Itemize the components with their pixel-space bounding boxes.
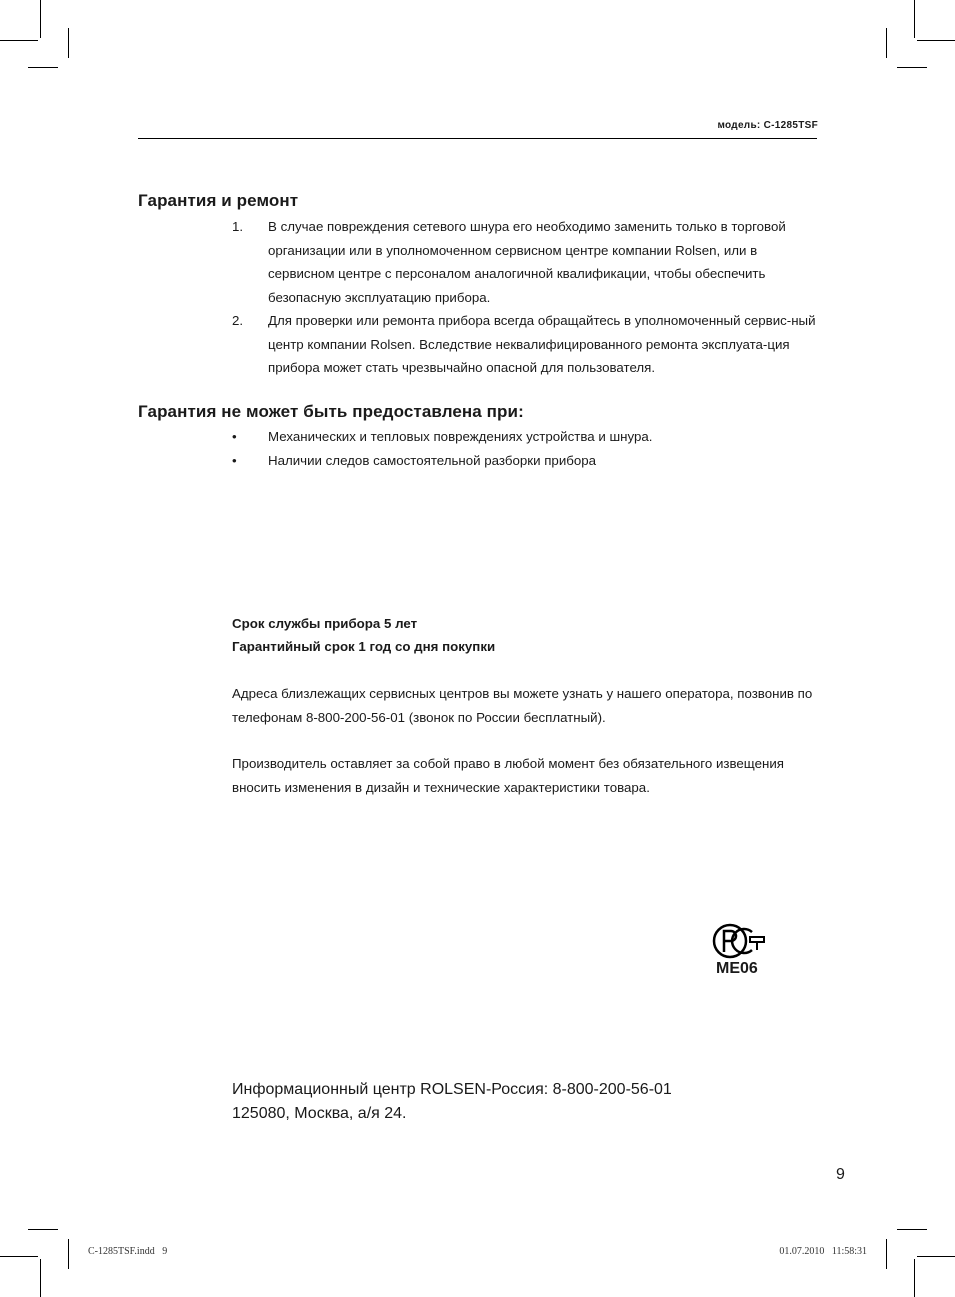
info-center-address: 125080, Москва, а/я 24. — [232, 1105, 407, 1122]
crop-mark — [914, 1259, 915, 1297]
slug-datetime: 01.07.2010 11:58:31 — [779, 1246, 867, 1257]
crop-mark — [897, 1229, 927, 1230]
list-item — [232, 425, 822, 449]
warranty-exclusions-list — [232, 425, 822, 472]
crop-mark — [914, 0, 915, 38]
list-item-text: В случае повреждения сетевого шнура его необходимо заменить только в торговой организации или в уполномоченном сервисном центре компании Rolsen, или в сервисном центре с персоналом аналогичной квалификации, чтобы обеспечить безопасную эксплуатацию прибора. — [268, 219, 786, 305]
service-centers-note: Адреса близлежащих сервисных центров вы можете узнать у нашего оператора, позвонив по телефонам 8-800-200-56-01 (звонок по России бесплатный). — [232, 686, 813, 725]
manufacturer-disclaimer: Производитель оставляет за собой право в любой момент без обязательного извещения вносить изменения в дизайн и технические характеристики товара. — [232, 756, 784, 795]
crop-mark — [40, 0, 41, 38]
list-marker: 1. — [232, 219, 244, 234]
certification-code: ME06 — [716, 960, 758, 977]
section-title-warranty-repair: Гарантия и ремонт — [138, 191, 299, 210]
crop-mark — [917, 1256, 955, 1257]
warranty-period: Гарантийный срок 1 год со дня покупки — [232, 639, 496, 654]
list-item — [232, 215, 822, 309]
crop-mark — [40, 1259, 41, 1297]
slug-filename: C-1285TSF.indd 9 — [88, 1246, 168, 1257]
bullet-marker: • — [232, 452, 237, 468]
service-life: Срок службы прибора 5 лет — [232, 616, 418, 631]
crop-mark — [0, 40, 38, 41]
header-rule — [138, 138, 817, 139]
list-marker: 2. — [232, 313, 244, 328]
list-item — [232, 309, 822, 380]
crop-mark — [917, 40, 955, 41]
list-item-text: Наличии следов самостоятельной разборки прибора — [268, 452, 597, 468]
crop-mark — [28, 67, 58, 68]
info-center-phone: Информационный центр ROLSEN-Россия: 8-800-200-56-01 — [232, 1081, 672, 1098]
bullet-marker: • — [232, 429, 237, 444]
warranty-repair-list — [232, 215, 822, 380]
crop-mark — [68, 1239, 69, 1269]
crop-mark — [897, 67, 927, 68]
page-number: 9 — [836, 1166, 845, 1183]
crop-mark — [886, 28, 887, 58]
crop-mark — [886, 1239, 887, 1269]
crop-mark — [28, 1229, 58, 1230]
header-model: модель: C-1285TSF — [717, 120, 818, 131]
list-item-text: Для проверки или ремонта прибора всегда обращайтесь в уполномоченный сервис-ный центр компании Rolsen. Вследствие неквалифицированного ремонта эксплуата-ция прибора может стать чрезвычайно опасной для пользователя. — [268, 313, 816, 375]
crop-mark — [0, 1256, 38, 1257]
crop-mark — [68, 28, 69, 58]
list-item-text: Механических и тепловых повреждениях устройства и шнура. — [268, 429, 653, 444]
list-item — [232, 449, 822, 473]
section-title-warranty-exclusions: Гарантия не может быть предоставлена при: — [138, 402, 524, 421]
